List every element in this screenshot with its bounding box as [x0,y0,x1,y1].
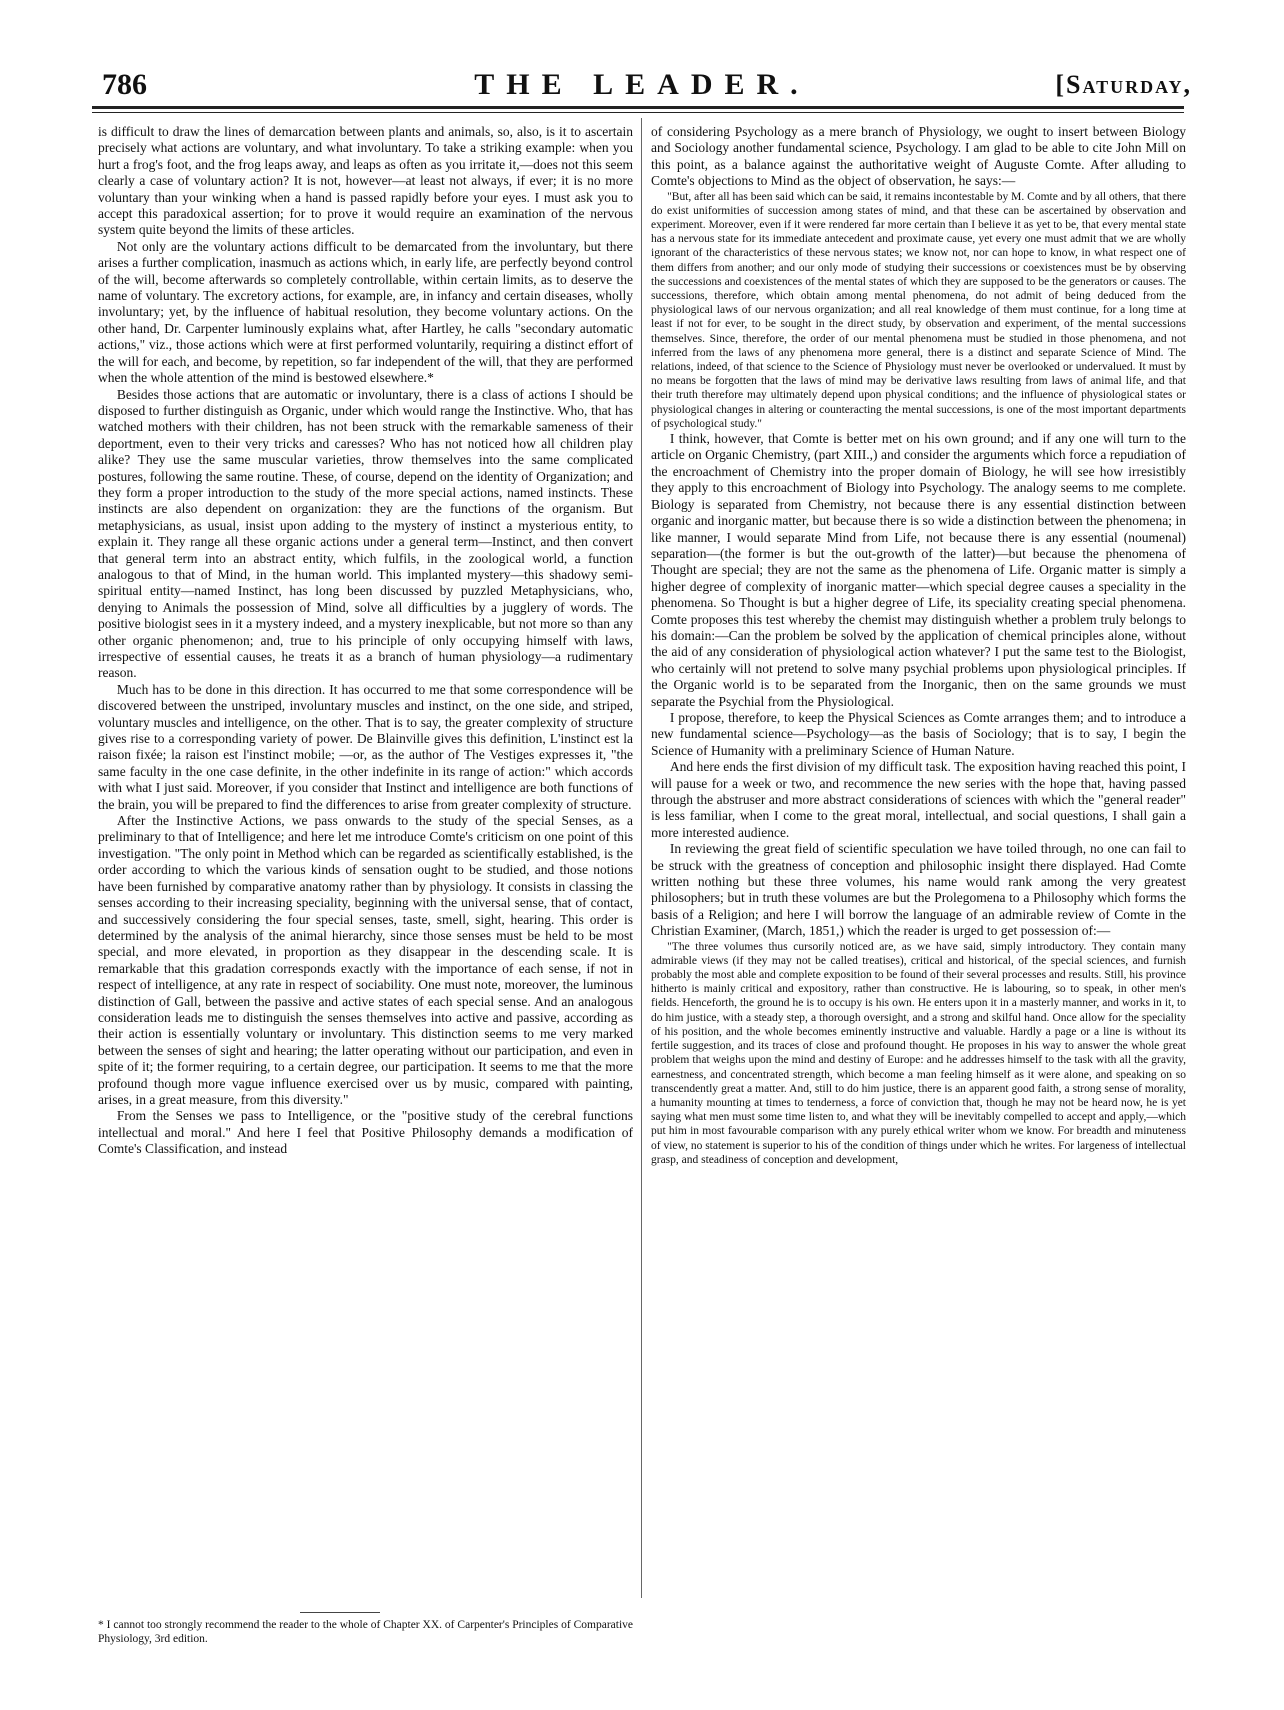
masthead [92,58,1192,108]
right-column [651,124,1186,1699]
paragraph: In reviewing the great field of scientific speculation we have toiled through, no one can fail to be struck with the greatness of conception and philosophic insight there displayed. Had Comte written nothing but these three volumes, his name would rank among the very greatest philosophers; but in truth these volumes are but the Prolegomena to a Philosophy which forms the basis of a Religion; and here I will borrow the language of an admirable review of Comte in the Christian Examiner, (March, 1851,) which the reader is urged to get possession of:— [651,841,1186,939]
paragraph: of considering Psychology as a mere branch of Physiology, we ought to insert between Biology and Sociology another fundamental science, Psychology. I am glad to be able to cite John Mill on this point, as a balance against the authoritative weight of Auguste Comte. After alluding to Comte's objections to Mind as the object of observation, he says:— [651,124,1186,189]
paragraph: And here ends the first division of my difficult task. The exposition having reached this point, I will pause for a week or two, and recommence the new series with the hope that, having passed through the abstruser and more abstract considerations of sciences with which the "general reader" is less familiar, when I come to the great moral, intellectual, and social questions, I shall gain a more interested audience. [651,759,1186,840]
left-column [98,124,633,1600]
paragraph: is difficult to draw the lines of demarcation between plants and animals, so, also, is it to ascertain precisely what actions are voluntary, and what involuntary. To take a striking example: when you hurt a frog's foot, and the frog leaps away, and leaps as often as you irritate it,—does not this seem clearly a case of voluntary action? It is not, however—at least not always, if ever; it is no more voluntary than your winking when a hand is passed rapidly before your eyes. I must ask you to accept this paradoxical assertion; for to prove it would require an examination of the nervous system quite beyond the limits of these articles. [98,124,633,238]
paragraph: Besides those actions that are automatic or involuntary, there is a class of actions I should be disposed to further distinguish as Organic, under which would range the Instinctive. Who, that has watched mothers with their children, has not been struck with the remarkable sameness of their deportment, even to their very tricks and caresses? Who has not noticed how all children play alike? They use the same muscular varieties, throw themselves into the same complicated postures, following the same routine. These, of course, depend on the identity of Organization; and they form a proper introduction to the study of the more special actions, named instincts. These instincts are also dependent on organization: they are the functions of the organism. But metaphysicians, as usual, insist upon adding to the mystery of instinct a mysterious entity, to explain it. They range all these organic actions under a general term—Instinct, and then convert that general term into an abstract entity, which fulfils, in the zoological world, a function analogous to that of Mind, in the human world. This implanted mystery—this shadowy semi-spiritual entity—named Instinct, has long been discussed by puzzled Metaphysicians, who, denying to Animals the possession of Mind, solve all difficulties by a jugglery of words. The positive biologist sees in it a mystery indeed, and a mystery inexplicable, but not more so than any other organic phenomenon; and, true to his principle of only occupying himself with laws, irrespective of essential causes, he treats it as a branch of human physiology—a rudimentary reason. [98,386,633,681]
header-rule-thin [92,112,1184,113]
newspaper-title: THE LEADER. [474,68,810,101]
column-divider [641,118,642,1598]
paragraph: Much has to be done in this direction. It has occurred to me that some correspondence will be discovered between the unstriped, involuntary muscles and instinct, on the one side, and striped, voluntary muscles and intelligence, on the other. That is to say, the greater complexity of structure gives rise to a corresponding variety of power. De Blainville gives this definition, L'instinct est la raison fixée; la raison est l'instinct mobile; —or, as the author of The Vestiges expresses it, "the same faculty in the one case definite, in the other indefinite in its range of action:" which accords with what I just said. Moreover, if you consider that Instinct and intelligence are both functions of the brain, you will be prepared to find the differences to arise from greater complexity of structure. [98,681,633,812]
header-rule [92,106,1184,109]
paragraph: I propose, therefore, to keep the Physical Sciences as Comte arranges them; and to introduce a new fundamental science—Psychology—as the basis of Sociology; that is to say, I begin the Science of Humanity with a preliminary Science of Human Nature. [651,709,1186,758]
page-number: 786 [102,68,147,101]
quotation-mill: "But, after all has been said which can be said, it remains incontestable by M. Comte and by all others, that there do exist uniformities of succession among states of mind, and that these can be ascertained by observation and experiment. Moreover, even if it were rendered far more certain than I believe it as yet to be, that every mental state has a nervous state for its immediate antecedent and proximate cause, yet every one must admit that we are wholly ignorant of the characteristics of these nervous states; we know not, nor can hope to know, in what respect one of them differs from another; and our only mode of studying their successions or coexistences must be by observing the successions and coexistences of the mental states of which they are supposed to be the generators or causes. The successions, therefore, which obtain among mental phenomena, do not admit of being deduced from the physiological laws of our nervous organization; and all real knowledge of them must continue, for a long time at least if not for ever, to be sought in the direct study, by observation and experiment, of the mental successions themselves. Since, therefore, the order of our mental phenomena must be studied in those phenomena, and not inferred from the laws of any phenomena more general, there is a distinct and separate Science of Mind. The relations, indeed, of that science to the Science of Physiology must never be overlooked or undervalued. It must by no means be forgotten that the laws of mind may be derivative laws resulting from laws of animal life, and that their truth therefore may ultimately depend upon physical conditions; and the influence of physiological states or physiological changes in altering or counteracting the mental successions, is one of the most important departments of psychological study." [651,190,1186,430]
issue-day: [Saturday, [1055,70,1192,99]
footnote: * I cannot too strongly recommend the reader to the whole of Chapter XX. of Carpenter's Principles of Comparative Physiology, 3rd edition. [98,1619,633,1645]
paragraph: From the Senses we pass to Intelligence, or the "positive study of the cerebral functions intellectual and moral." And here I feel that Positive Philosophy demands a modification of Comte's Classification, and instead [98,1108,633,1157]
paragraph: I think, however, that Comte is better met on his own ground; and if any one will turn to the article on Organic Chemistry, (part XIII.,) and consider the arguments which force a repudiation of the encroachment of Chemistry into the proper domain of Biology, he will see how irresistibly they apply to this encroachment of Biology into Psychology. The analogy seems to me complete. Biology is separated from Chemistry, not because there is any essential distinction between organic and inorganic matter, but because there is so wide a distinction between the phenomena; in like manner, I would separate Mind from Life, not because there is any essential (noumenal) separation—(the former is but the out-growth of the latter)—but because the phenomena of Thought are special; they are not the same as the phenomena of Life. Organic matter is simply a higher degree of complexity of inorganic matter—which special degree causes a speciality in the phenomena. So Thought is but a higher degree of Life, its speciality creating special phenomena. Comte proposes this test whereby the chemist may distinguish whether a problem truly belongs to his domain:—Can the problem be solved by the application of chemical principles alone, without the aid of any consideration of physiological action whatever? I put the same test to the Biologist, who certainly will not pretend to solve many psychial problems upon physiological principles. If the Organic world is to be separated from the Inorganic, then on the same grounds we must separate the Psychial from the Physiological. [651,431,1186,709]
paragraph: Not only are the voluntary actions difficult to be demarcated from the involuntary, but there arises a further complication, inasmuch as actions which, in early life, are perfectly beyond control of the will, become afterwards so completely controllable, within certain limits, as to deserve the name of voluntary. The excretory actions, for example, are, in infancy and certain diseases, wholly involuntary; yet, by the influence of habitual resolution, they become voluntary actions. On the other hand, Dr. Carpenter luminously explains what, after Hartley, he calls "secondary automatic actions," viz., those actions which were at first performed voluntarily, requiring a distinct effort of the will for each, and become, by repetition, so far independent of the will, that they are performed when the whole attention of the mind is bestowed elsewhere.* [98,238,633,386]
quotation-christian-examiner: "The three volumes thus cursorily noticed are, as we have said, simply introductory. They contain many admirable views (if they may not be called treatises), critical and historical, of the special sciences, and furnish probably the most able and complete exposition to be found of their several processes and results. Still, his province hitherto is mainly critical and expository, rather than constructive. He is labouring, so to speak, in other men's fields. Henceforth, the ground he is to occupy is his own. He enters upon it in a masterly manner, and works in it, to do him justice, with a steady step, a thorough oversight, and a strong and skilful hand. Once allow for the speciality of his position, and the whole becomes eminently instructive and valuable. Hardly a page or a line is without its fertile suggestion, and its traces of close and profound thought. He proposes in his way to answer the whole great problem that weighs upon the mind and destiny of Europe: and he addresses himself to the task with all the gravity, earnestness, and concentrated strength, which become a man feeling himself as it were alone, and speaking on so transcendently great a matter. And, still to do him justice, there is an apparent good faith, a strong sense of morality, a humanity mounting at times to tenderness, a force of conviction that, though he may not be heard now, he is yet saying what men must some time listen to, and what they will be inevitably compelled to accept and apply,—which put him in most favourable comparison with any purely ethical writer whom we know. For breadth and minuteness of view, no statement is superior to his of the condition of things under which he writes. For largeness of intellectual grasp, and steadiness of conception and development, [651,940,1186,1166]
paragraph: After the Instinctive Actions, we pass onwards to the study of the special Senses, as a preliminary to that of Intelligence; and here let me introduce Comte's criticism on one point of this investigation. "The only point in Method which can be regarded as scientifically established, is the order according to which the various kinds of sensation ought to be studied, and those notions have been furnished by comparative anatomy rather than by physiology. It consists in classing the senses according to their increasing speciality, beginning with the universal sense, that of contact, and successively considering the four special senses, taste, smell, sight, hearing. This order is determined by the analysis of the animal hierarchy, since those senses must be held to be most special, and more elevated, in proportion as they disappear in the descending scale. It is remarkable that this gradation corresponds exactly with the importance of each sense, if not in respect of intelligence, at any rate in respect of sociability. One must note, moreover, the luminous distinction of Gall, between the passive and active states of each special sense. And an analogous consideration leads me to distinguish the senses themselves into active and passive, according as their action is essentially voluntary or involuntary. This distinction seems to me very marked between the senses of sight and hearing; the latter operating without our participation, and even in spite of it; the former requiring, to a certain degree, our participation. It seems to me that the more profound though more vague influence exercised over us by music, compared with painting, arises, in a great measure, from this diversity." [98,813,633,1107]
footnote-rule [300,1612,380,1613]
